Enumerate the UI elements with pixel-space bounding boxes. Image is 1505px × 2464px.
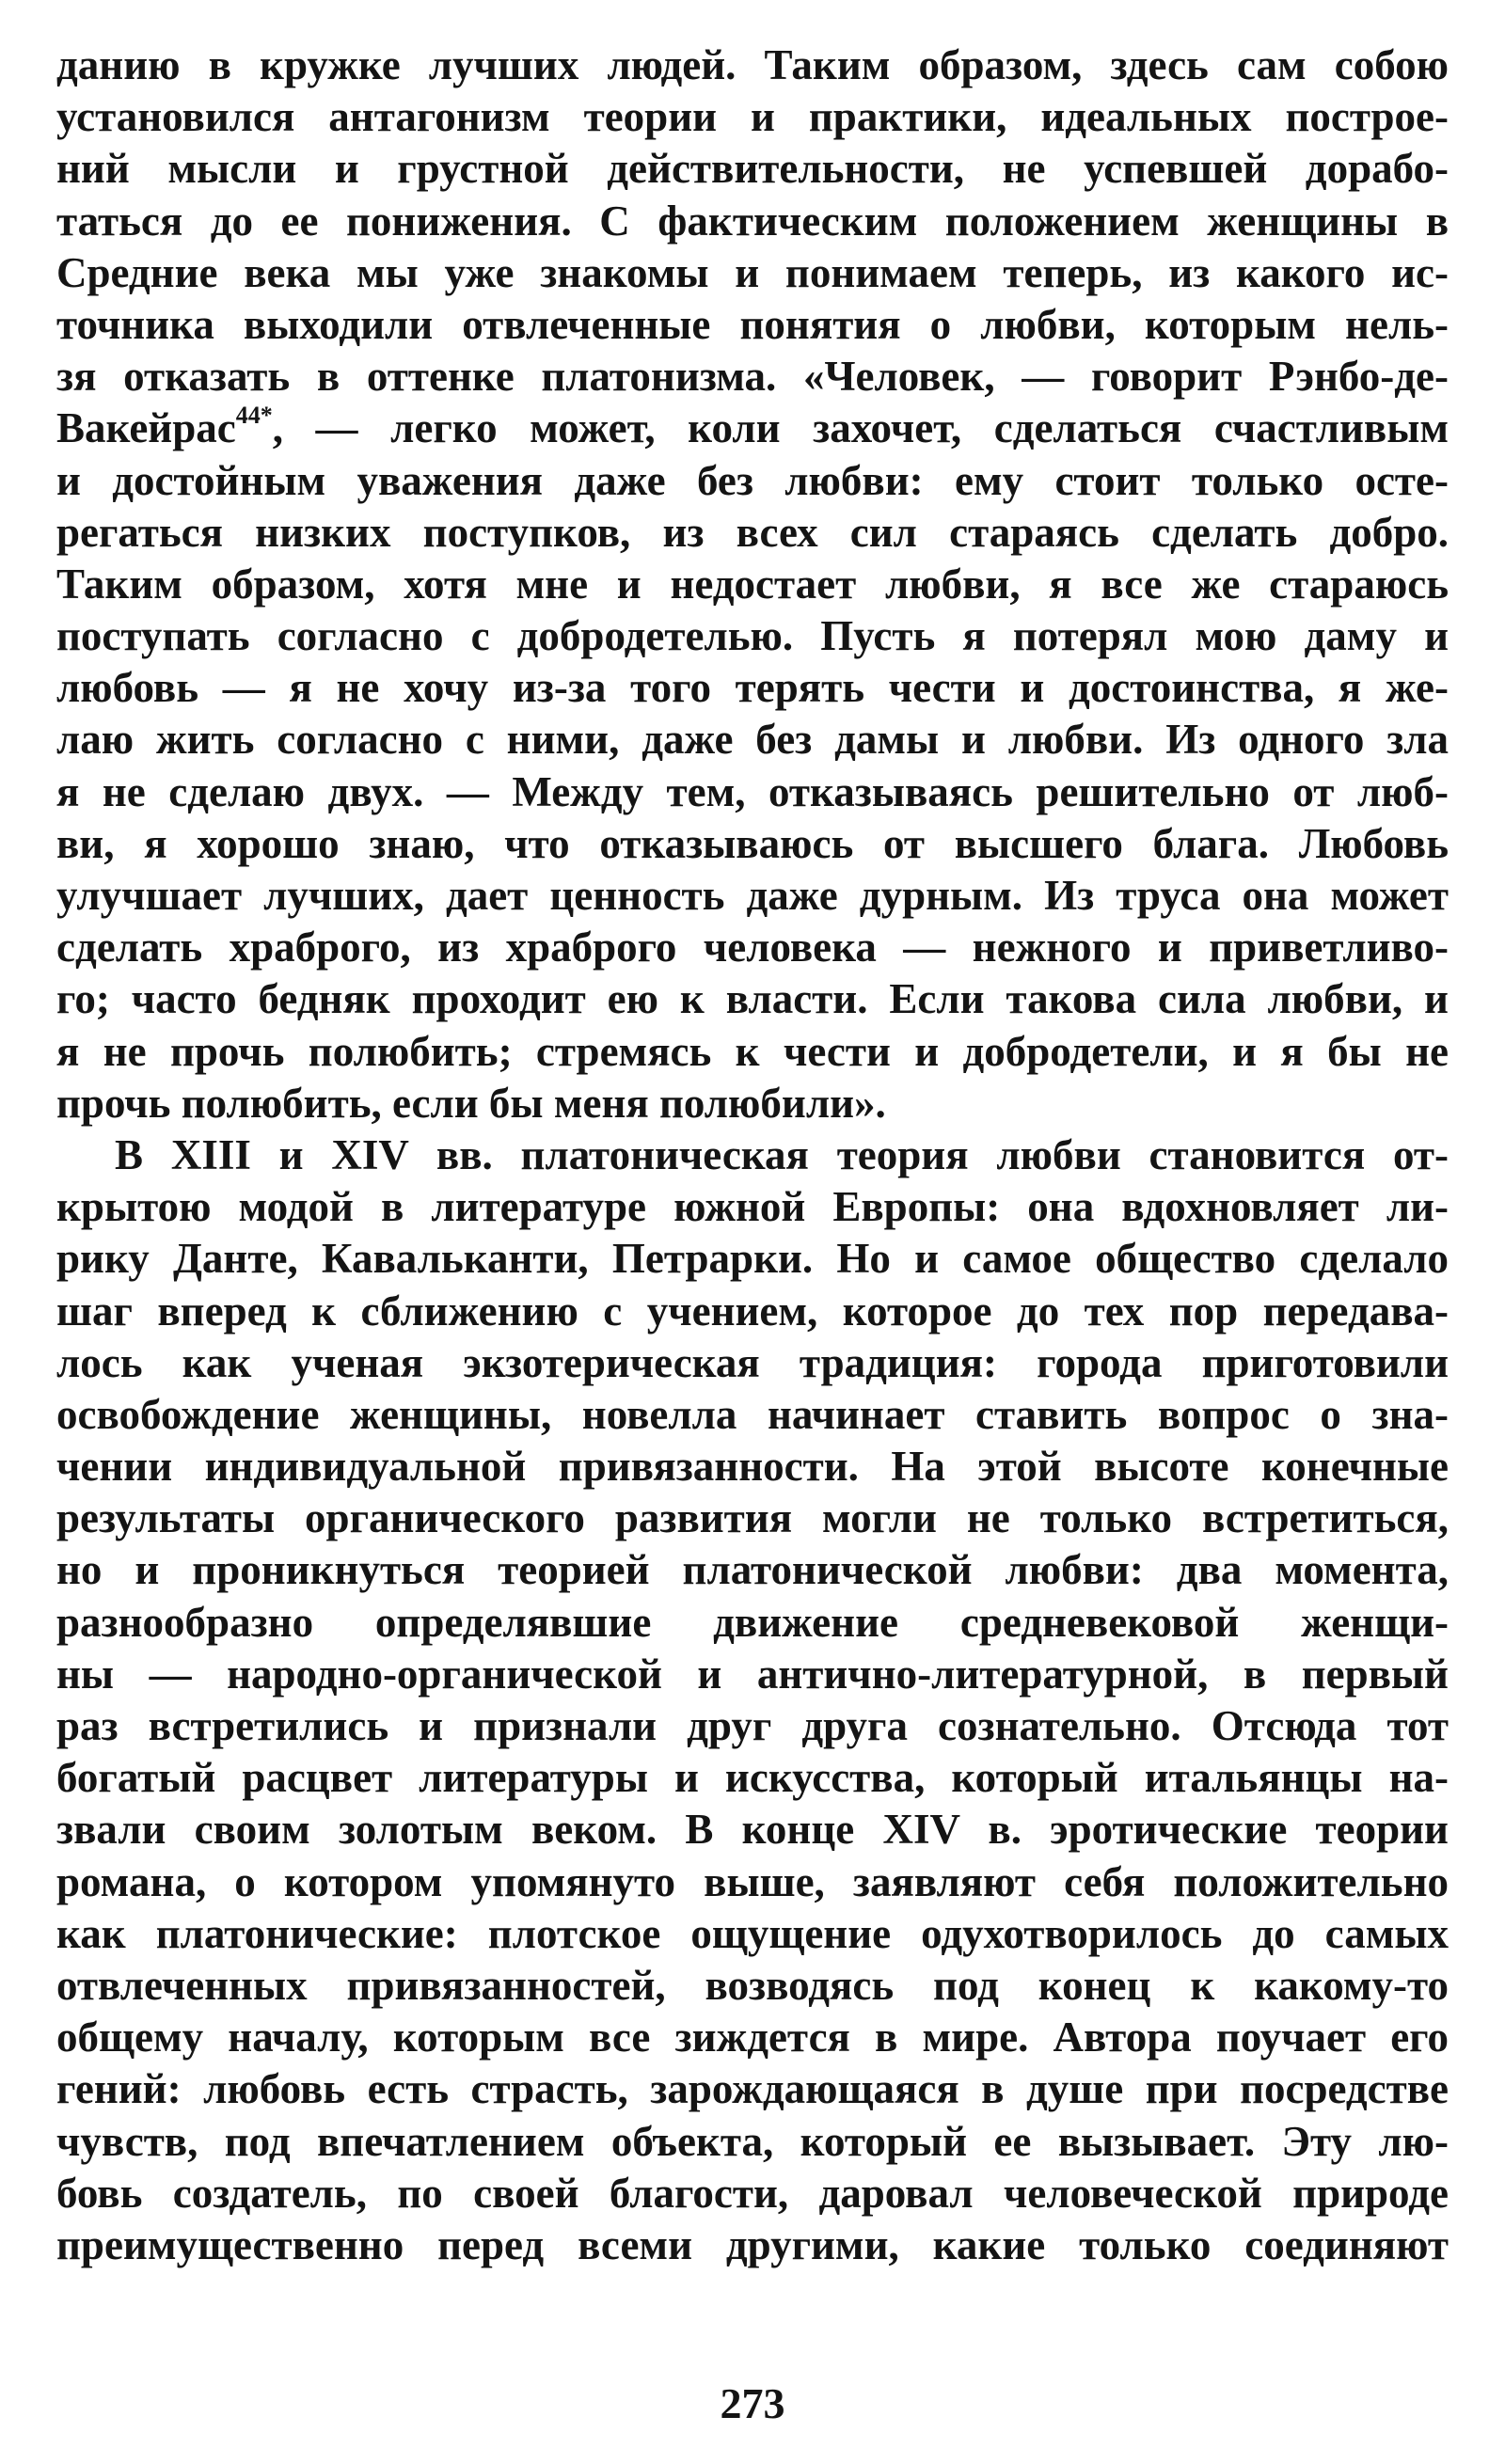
text-line: шаг вперед к сближению с учением, которое до тех пор передава- <box>56 1287 1449 1335</box>
text-segment: , — легко может, коли захочет, сделаться счастливым <box>272 404 1449 452</box>
text-line: звали своим золотым веком. В конце XIV в. эротические теории <box>56 1806 1449 1854</box>
text-line: таться до ее понижения. С фактическим положением женщины в <box>56 197 1449 245</box>
text-line: гений: любовь есть страсть, зарождающаяся в душе при посредстве <box>56 2065 1449 2113</box>
text-line: Таким образом, хотя мне и недостает любви, я все же стараюсь <box>56 560 1449 608</box>
page-text <box>56 39 1449 2271</box>
text-line: ны — народно-органической и античнo-литературной, в первый <box>56 1650 1449 1698</box>
text-line: я не прочь полюбить; стремясь к чести и добродетели, и я бы не <box>56 1027 1449 1075</box>
text-line: крытою модой в литературе южной Европы: она вдохновляет ли- <box>56 1183 1449 1231</box>
text-line: установился антагонизм теории и практики, идеальных построе- <box>56 93 1449 141</box>
paragraph-first-line: В XIII и XIV вв. платоническая теория любви становится от- <box>115 1130 1449 1178</box>
text-line: раз встретились и признали друг друга сознательно. Отсюда тот <box>56 1702 1449 1749</box>
page-number: 273 <box>720 2379 785 2427</box>
text-line: разнообразно определявшие движение средневековой женщи- <box>56 1598 1449 1646</box>
text-line: точника выходили отвлеченные понятия о любви, которым нель- <box>56 300 1449 348</box>
text-line: богатый расцвет литературы и искусства, который итальянцы на- <box>56 1754 1449 1802</box>
text-segment: Вакейрас <box>56 404 236 452</box>
text-line: освобождение женщины, новелла начинает ставить вопрос о зна- <box>56 1390 1449 1438</box>
text-line: данию в кружке лучших людей. Таким образом, здесь сам собою <box>56 41 1449 88</box>
text-line: я не сделаю двух. — Между тем, отказываясь решительно от люб- <box>56 767 1449 815</box>
text-line: чении индивидуальной привязанности. На этой высоте конечные <box>56 1443 1449 1491</box>
footnote-marker: 44* <box>235 402 273 430</box>
text-line: чувств, под впечатлением объекта, который ее вызывает. Эту лю- <box>56 2117 1449 2165</box>
text-line: отвлеченных привязанностей, возводясь под конец к какому-то <box>56 1961 1449 2009</box>
text-line: рику Данте, Кавальканти, Петрарки. Но и самое общество сделало <box>56 1235 1449 1283</box>
text-line: лось как ученая экзотерическая традиция: города приготовили <box>56 1338 1449 1386</box>
text-line: го; часто бедняк проходит ею к власти. Если такова сила любви, и <box>56 975 1449 1023</box>
text-line: лаю жить согласно с ними, даже без дамы и любви. Из одного зла <box>56 716 1449 764</box>
text-line: любовь — я не хочу из-за того терять чести и достоинства, я же- <box>56 664 1449 712</box>
text-line: но и проникнуться теорией платонической любви: два момента, <box>56 1546 1449 1594</box>
text-line: как платонические: плотское ощущение одухотворилось до самых <box>56 1909 1449 1957</box>
text-line: преимущественно перед всеми другими, какие только соединяют <box>56 2220 1449 2268</box>
text-line: бовь создатель, по своей благости, даровал человеческой природе <box>56 2169 1449 2217</box>
text-line: улучшает лучших, дает ценность даже дурным. Из труса она может <box>56 872 1449 919</box>
text-line: результаты органического развития могли не только встретиться, <box>56 1494 1449 1542</box>
text-line: прочь полюбить, если бы меня полюбили». <box>56 1079 886 1127</box>
text-line: регаться низких поступков, из всех сил стараясь сделать добро. <box>56 508 1449 556</box>
text-line: общему началу, которым все зиждется в мире. Автора поучает его <box>56 2014 1449 2061</box>
text-line: романа, о котором упомянуто выше, заявляют себя положительно <box>56 1857 1449 1905</box>
text-line: зя отказать в оттенке платонизма. «Человек, — говорит Рэнбо-де- <box>56 353 1449 401</box>
text-line: поступать согласно с добродетелью. Пусть я потерял мою даму и <box>56 612 1449 660</box>
text-line-with-footnote <box>56 403 1449 454</box>
text-line: и достойным уважения даже без любви: ему стоит только осте- <box>56 456 1449 504</box>
text-line: ний мысли и грустной действительности, не успевшей дорабо- <box>56 145 1449 193</box>
text-line: ви, я хорошо знаю, что отказываюсь от высшего блага. Любовь <box>56 819 1449 867</box>
text-line: сделать храброго, из храброго человека — нежного и приветливо- <box>56 924 1449 971</box>
text-line: Средние века мы уже знакомы и понимаем теперь, из какого ис- <box>56 248 1449 296</box>
